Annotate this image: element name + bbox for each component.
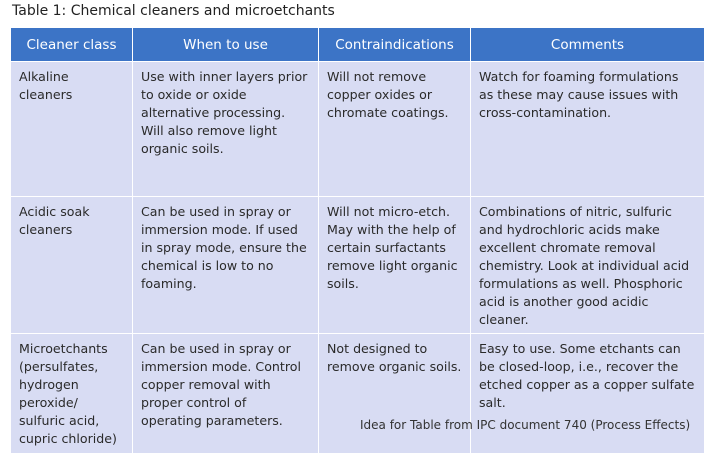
table-footnote: Idea for Table from IPC document 740 (Process Effects) <box>360 418 691 432</box>
cell-contraindications: Not designed to remove organic soils. <box>319 334 471 454</box>
table-row <box>11 62 705 197</box>
cell-cleaner-class: Alkaline cleaners <box>11 62 133 197</box>
cell-when-to-use: Can be used in spray or immersion mode. Control copper removal with proper control of operating parameters. <box>133 334 319 454</box>
table-caption: Table 1: Chemical cleaners and microetchants <box>12 3 335 19</box>
table-row <box>11 197 705 334</box>
header-comments: Comments <box>471 28 705 62</box>
cell-comments: Easy to use. Some etchants can be closed-loop, i.e., recover the etched copper as a copper sulfate salt. <box>471 334 705 454</box>
cleaners-table <box>10 27 705 454</box>
header-cleaner-class: Cleaner class <box>11 28 133 62</box>
cell-cleaner-class: Acidic soak cleaners <box>11 197 133 334</box>
header-when-to-use: When to use <box>133 28 319 62</box>
cell-contraindications: Will not remove copper oxides or chromate coatings. <box>319 62 471 197</box>
table-header-row <box>11 28 705 62</box>
cell-cleaner-class: Microetchants (persulfates, hydrogen peroxide/ sulfuric acid, cupric chloride) <box>11 334 133 454</box>
header-contraindications: Contraindications <box>319 28 471 62</box>
cell-when-to-use: Use with inner layers prior to oxide or oxide alternative processing. Will also remove light organic soils. <box>133 62 319 197</box>
cell-comments: Combinations of nitric, sulfuric and hydrochloric acids make excellent chromate removal chemistry. Look at individual acid formulations as well. Phosphoric acid is another good acidic cleaner. <box>471 197 705 334</box>
cell-when-to-use: Can be used in spray or immersion mode. If used in spray mode, ensure the chemical is low to no foaming. <box>133 197 319 334</box>
cell-comments: Watch for foaming formulations as these may cause issues with cross-contamination. <box>471 62 705 197</box>
table-row <box>11 334 705 454</box>
cell-contraindications: Will not micro-etch. May with the help of certain surfactants remove light organic soils. <box>319 197 471 334</box>
